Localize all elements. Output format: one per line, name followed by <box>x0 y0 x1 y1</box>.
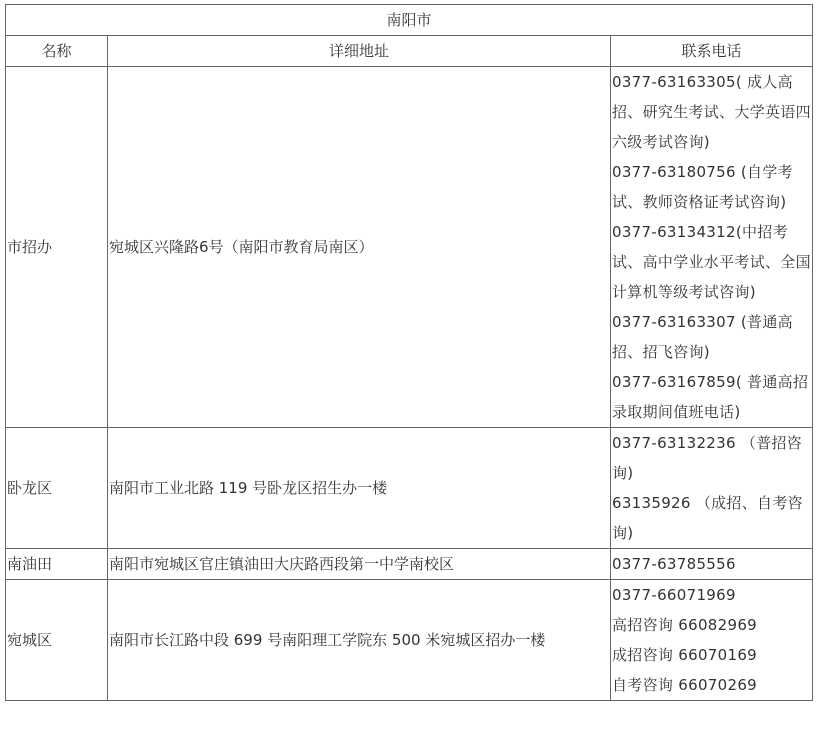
phone-line: 63135926 （成招、自考咨询) <box>612 494 803 542</box>
phone-line: 0377-63167859( 普通高招录取期间值班电话) <box>612 373 809 421</box>
office-phones <box>611 549 813 580</box>
table-row <box>6 67 813 428</box>
office-address: 南阳市长江路中段 699 号南阳理工学院东 500 米宛城区招办一楼 <box>108 580 611 701</box>
phone-line: 0377-63163307 (普通高招、招飞咨询) <box>612 313 793 361</box>
phone-line: 高招咨询 66082969 <box>612 616 758 634</box>
phone-line: 0377-63180756 (自学考试、教师资格证考试咨询) <box>612 163 793 211</box>
phone-line: 0377-63785556 <box>612 555 736 573</box>
office-name: 宛城区 <box>6 580 108 701</box>
column-header-name: 名称 <box>6 36 108 67</box>
office-phones <box>611 67 813 428</box>
table-row <box>6 580 813 701</box>
phone-line: 0377-63134312(中招考试、高中学业水平考试、全国计算机等级考试咨询) <box>612 223 811 301</box>
table-header-row <box>6 36 813 67</box>
office-name: 卧龙区 <box>6 428 108 549</box>
office-address: 南阳市工业北路 119 号卧龙区招生办一楼 <box>108 428 611 549</box>
office-name: 南油田 <box>6 549 108 580</box>
table-row <box>6 428 813 549</box>
table-title-row <box>6 5 813 36</box>
office-address: 宛城区兴隆路6号（南阳市教育局南区） <box>108 67 611 428</box>
phone-line: 成招咨询 66070169 <box>612 646 758 664</box>
phone-line: 0377-63163305( 成人高招、研究生考试、大学英语四六级考试咨询) <box>612 73 811 151</box>
column-header-address: 详细地址 <box>108 36 611 67</box>
office-address: 南阳市宛城区官庄镇油田大庆路西段第一中学南校区 <box>108 549 611 580</box>
office-name: 市招办 <box>6 67 108 428</box>
contact-table <box>5 4 813 701</box>
office-phones <box>611 428 813 549</box>
phone-line: 0377-63132236 （普招咨询) <box>612 434 803 482</box>
table-row <box>6 549 813 580</box>
office-phones <box>611 580 813 701</box>
phone-line: 0377-66071969 <box>612 586 736 604</box>
table-title: 南阳市 <box>6 5 813 36</box>
phone-line: 自考咨询 66070269 <box>612 676 758 694</box>
column-header-phone: 联系电话 <box>611 36 813 67</box>
